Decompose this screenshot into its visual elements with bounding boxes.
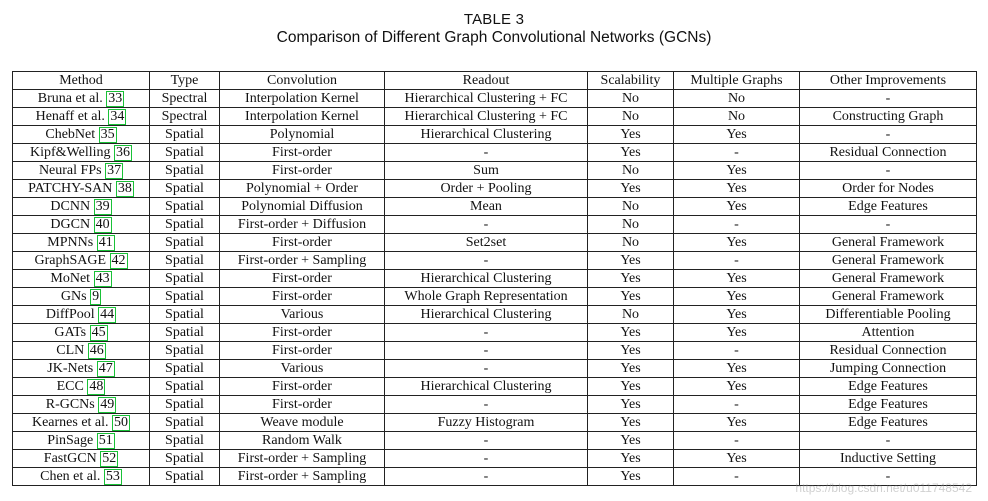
table-label: TABLE 3	[463, 11, 525, 28]
cell-other-improvements: Edge Features	[800, 396, 977, 414]
cell-method	[13, 108, 150, 126]
cell-scalability: No	[588, 162, 674, 180]
method-name: Bruna et al.	[37, 91, 103, 106]
cell-multiple-graphs: Yes	[674, 270, 800, 288]
cell-multiple-graphs: Yes	[674, 162, 800, 180]
cell-multiple-graphs: -	[674, 216, 800, 234]
cell-multiple-graphs: Yes	[674, 180, 800, 198]
cell-other-improvements: -	[800, 216, 977, 234]
cell-method	[13, 216, 150, 234]
method-name: Chen et al.	[40, 469, 101, 484]
cell-readout: Hierarchical Clustering + FC	[385, 90, 588, 108]
method-name: DiffPool	[45, 307, 95, 322]
cell-convolution: Polynomial	[220, 126, 385, 144]
reference-link[interactable]: 51	[98, 433, 113, 448]
cell-type: Spectral	[150, 108, 220, 126]
reference-link[interactable]: 38	[117, 181, 132, 196]
cell-type: Spatial	[150, 360, 220, 378]
method-name: PinSage	[47, 433, 94, 448]
header-readout: Readout	[385, 72, 588, 90]
cell-convolution: First-order	[220, 396, 385, 414]
cell-scalability: Yes	[588, 144, 674, 162]
cell-type: Spatial	[150, 216, 220, 234]
reference-link[interactable]: 45	[91, 325, 106, 340]
table-row	[13, 234, 977, 252]
cell-convolution: First-order	[220, 270, 385, 288]
cell-readout: Hierarchical Clustering	[385, 270, 588, 288]
cell-readout: -	[385, 144, 588, 162]
cell-other-improvements: General Framework	[800, 270, 977, 288]
reference-link[interactable]: 42	[111, 253, 126, 268]
table-row	[13, 198, 977, 216]
cell-other-improvements: General Framework	[800, 252, 977, 270]
cell-multiple-graphs: No	[674, 108, 800, 126]
cell-multiple-graphs: Yes	[674, 360, 800, 378]
table-row	[13, 180, 977, 198]
cell-scalability: No	[588, 234, 674, 252]
cell-convolution: Polynomial Diffusion	[220, 198, 385, 216]
cell-convolution: First-order	[220, 162, 385, 180]
cell-scalability: Yes	[588, 288, 674, 306]
method-name: ECC	[56, 379, 84, 394]
cell-type: Spatial	[150, 270, 220, 288]
reference-link[interactable]: 43	[95, 271, 110, 286]
table-row	[13, 162, 977, 180]
cell-type: Spatial	[150, 162, 220, 180]
cell-readout: -	[385, 342, 588, 360]
cell-readout: Set2set	[385, 234, 588, 252]
cell-other-improvements: -	[800, 90, 977, 108]
header-other-improvements: Other Improvements	[800, 72, 977, 90]
cell-method	[13, 180, 150, 198]
cell-readout: Sum	[385, 162, 588, 180]
table-row	[13, 378, 977, 396]
cell-type: Spatial	[150, 306, 220, 324]
cell-convolution: Weave module	[220, 414, 385, 432]
cell-method	[13, 450, 150, 468]
table-row	[13, 396, 977, 414]
cell-scalability: No	[588, 90, 674, 108]
reference-link[interactable]: 47	[98, 361, 113, 376]
cell-method	[13, 396, 150, 414]
cell-multiple-graphs: Yes	[674, 126, 800, 144]
cell-type: Spatial	[150, 378, 220, 396]
reference-link[interactable]: 41	[98, 235, 113, 250]
cell-type: Spatial	[150, 396, 220, 414]
cell-multiple-graphs: Yes	[674, 306, 800, 324]
reference-link[interactable]: 37	[107, 163, 122, 178]
cell-readout: -	[385, 216, 588, 234]
table-row	[13, 270, 977, 288]
cell-convolution: First-order	[220, 234, 385, 252]
method-name: Kipf&Welling	[29, 145, 111, 160]
cell-multiple-graphs: No	[674, 90, 800, 108]
method-name: GATs	[54, 325, 87, 340]
cell-multiple-graphs: -	[674, 396, 800, 414]
cell-method	[13, 90, 150, 108]
cell-other-improvements: -	[800, 432, 977, 450]
cell-multiple-graphs: Yes	[674, 324, 800, 342]
cell-method	[13, 414, 150, 432]
cell-readout: -	[385, 360, 588, 378]
reference-link[interactable]: 35	[100, 127, 115, 142]
cell-multiple-graphs: Yes	[674, 450, 800, 468]
cell-convolution: Various	[220, 306, 385, 324]
cell-other-improvements: -	[800, 126, 977, 144]
cell-convolution: Various	[220, 360, 385, 378]
method-name: DCNN	[50, 199, 91, 214]
table-row	[13, 324, 977, 342]
table-row	[13, 90, 977, 108]
method-name: GraphSAGE	[34, 253, 107, 268]
cell-type: Spatial	[150, 288, 220, 306]
method-name: PATCHY-SAN	[28, 181, 113, 196]
cell-convolution: First-order	[220, 342, 385, 360]
cell-other-improvements: General Framework	[800, 234, 977, 252]
reference-link[interactable]: 50	[114, 415, 129, 430]
cell-scalability: Yes	[588, 450, 674, 468]
reference-link[interactable]: 9	[92, 289, 100, 304]
cell-type: Spectral	[150, 90, 220, 108]
cell-type: Spatial	[150, 144, 220, 162]
table-header-row	[13, 72, 977, 90]
method-name: Kearnes et al.	[31, 415, 109, 430]
table-row	[13, 414, 977, 432]
method-name: R-GCNs	[45, 397, 95, 412]
cell-multiple-graphs: Yes	[674, 198, 800, 216]
cell-type: Spatial	[150, 198, 220, 216]
method-name: DGCN	[50, 217, 91, 232]
cell-readout: Whole Graph Representation	[385, 288, 588, 306]
table-body	[13, 90, 977, 486]
cell-method	[13, 252, 150, 270]
reference-link[interactable]: 48	[89, 379, 104, 394]
cell-multiple-graphs: Yes	[674, 288, 800, 306]
cell-readout: Hierarchical Clustering	[385, 306, 588, 324]
cell-convolution: First-order	[220, 324, 385, 342]
cell-method	[13, 270, 150, 288]
cell-type: Spatial	[150, 342, 220, 360]
cell-other-improvements: General Framework	[800, 288, 977, 306]
cell-other-improvements: Edge Features	[800, 378, 977, 396]
cell-scalability: Yes	[588, 324, 674, 342]
cell-multiple-graphs: Yes	[674, 378, 800, 396]
cell-other-improvements: Inductive Setting	[800, 450, 977, 468]
header-scalability: Scalability	[588, 72, 674, 90]
cell-multiple-graphs: Yes	[674, 414, 800, 432]
cell-method	[13, 234, 150, 252]
cell-readout: -	[385, 432, 588, 450]
cell-scalability: Yes	[588, 378, 674, 396]
cell-type: Spatial	[150, 126, 220, 144]
cell-convolution: Interpolation Kernel	[220, 108, 385, 126]
table-row	[13, 126, 977, 144]
cell-method	[13, 432, 150, 450]
cell-convolution: First-order	[220, 378, 385, 396]
cell-other-improvements: -	[800, 162, 977, 180]
header-convolution: Convolution	[220, 72, 385, 90]
cell-readout: -	[385, 468, 588, 486]
cell-scalability: No	[588, 216, 674, 234]
cell-readout: Fuzzy Histogram	[385, 414, 588, 432]
cell-scalability: No	[588, 198, 674, 216]
cell-other-improvements: Attention	[800, 324, 977, 342]
gcn-comparison-table	[12, 71, 977, 486]
table-row	[13, 432, 977, 450]
cell-other-improvements: Constructing Graph	[800, 108, 977, 126]
cell-multiple-graphs: -	[674, 144, 800, 162]
cell-multiple-graphs: -	[674, 252, 800, 270]
cell-readout: -	[385, 396, 588, 414]
cell-convolution: First-order + Sampling	[220, 450, 385, 468]
cell-other-improvements: Edge Features	[800, 198, 977, 216]
table-row	[13, 306, 977, 324]
cell-method	[13, 342, 150, 360]
cell-type: Spatial	[150, 468, 220, 486]
cell-other-improvements: Jumping Connection	[800, 360, 977, 378]
cell-type: Spatial	[150, 180, 220, 198]
cell-readout: -	[385, 450, 588, 468]
reference-link[interactable]: 49	[100, 397, 115, 412]
cell-convolution: First-order	[220, 144, 385, 162]
header-multiple-graphs: Multiple Graphs	[674, 72, 800, 90]
method-name: FastGCN	[43, 451, 97, 466]
cell-readout: -	[385, 252, 588, 270]
table-row	[13, 216, 977, 234]
reference-link[interactable]: 33	[108, 91, 123, 106]
cell-method	[13, 198, 150, 216]
cell-type: Spatial	[150, 234, 220, 252]
cell-method	[13, 324, 150, 342]
reference-link[interactable]: 53	[105, 469, 120, 484]
cell-type: Spatial	[150, 324, 220, 342]
cell-type: Spatial	[150, 450, 220, 468]
cell-convolution: First-order + Diffusion	[220, 216, 385, 234]
cell-method	[13, 360, 150, 378]
reference-link[interactable]: 52	[102, 451, 117, 466]
cell-convolution: Interpolation Kernel	[220, 90, 385, 108]
table-row	[13, 360, 977, 378]
cell-method	[13, 306, 150, 324]
header-method: Method	[13, 72, 150, 90]
cell-other-improvements: Edge Features	[800, 414, 977, 432]
cell-method	[13, 378, 150, 396]
cell-scalability: Yes	[588, 396, 674, 414]
cell-type: Spatial	[150, 432, 220, 450]
cell-other-improvements: Order for Nodes	[800, 180, 977, 198]
cell-method	[13, 162, 150, 180]
cell-scalability: No	[588, 108, 674, 126]
cell-multiple-graphs: -	[674, 432, 800, 450]
cell-method	[13, 468, 150, 486]
cell-scalability: Yes	[588, 126, 674, 144]
cell-scalability: No	[588, 306, 674, 324]
table-row	[13, 144, 977, 162]
cell-scalability: Yes	[588, 342, 674, 360]
cell-other-improvements: -	[800, 468, 977, 486]
cell-readout: Hierarchical Clustering	[385, 126, 588, 144]
table-title: Comparison of Different Graph Convolutional Networks (GCNs)	[276, 29, 712, 46]
header-type: Type	[150, 72, 220, 90]
reference-link[interactable]: 44	[100, 307, 115, 322]
reference-link[interactable]: 40	[95, 217, 110, 232]
cell-scalability: Yes	[588, 468, 674, 486]
cell-method	[13, 288, 150, 306]
method-name: GNs	[60, 289, 87, 304]
cell-scalability: Yes	[588, 432, 674, 450]
cell-scalability: Yes	[588, 180, 674, 198]
method-name: ChebNet	[45, 127, 96, 142]
watermark: https://blog.csdn.net/u011748542	[795, 481, 972, 495]
cell-convolution: Random Walk	[220, 432, 385, 450]
reference-link[interactable]: 46	[89, 343, 104, 358]
cell-method	[13, 144, 150, 162]
cell-multiple-graphs: -	[674, 342, 800, 360]
table-row	[13, 342, 977, 360]
cell-readout: Hierarchical Clustering	[385, 378, 588, 396]
table-row	[13, 450, 977, 468]
cell-convolution: First-order + Sampling	[220, 468, 385, 486]
cell-convolution: First-order + Sampling	[220, 252, 385, 270]
table-row	[13, 252, 977, 270]
method-name: Neural FPs	[38, 163, 102, 178]
reference-link[interactable]: 36	[116, 145, 131, 160]
cell-multiple-graphs: Yes	[674, 234, 800, 252]
method-name: MPNNs	[47, 235, 94, 250]
cell-convolution: First-order	[220, 288, 385, 306]
cell-convolution: Polynomial + Order	[220, 180, 385, 198]
method-name: Henaff et al.	[35, 109, 105, 124]
cell-readout: Mean	[385, 198, 588, 216]
cell-readout: Order + Pooling	[385, 180, 588, 198]
method-name: CLN	[56, 343, 85, 358]
cell-multiple-graphs: -	[674, 468, 800, 486]
cell-scalability: Yes	[588, 414, 674, 432]
cell-other-improvements: Differentiable Pooling	[800, 306, 977, 324]
cell-type: Spatial	[150, 252, 220, 270]
reference-link[interactable]: 34	[110, 109, 125, 124]
cell-scalability: Yes	[588, 270, 674, 288]
table-row	[13, 108, 977, 126]
cell-other-improvements: Residual Connection	[800, 342, 977, 360]
cell-readout: -	[385, 324, 588, 342]
cell-readout: Hierarchical Clustering + FC	[385, 108, 588, 126]
cell-scalability: Yes	[588, 360, 674, 378]
cell-scalability: Yes	[588, 252, 674, 270]
reference-link[interactable]: 39	[95, 199, 110, 214]
cell-method	[13, 126, 150, 144]
table-row	[13, 288, 977, 306]
cell-other-improvements: Residual Connection	[800, 144, 977, 162]
cell-type: Spatial	[150, 414, 220, 432]
method-name: MoNet	[50, 271, 91, 286]
method-name: JK-Nets	[47, 361, 94, 376]
